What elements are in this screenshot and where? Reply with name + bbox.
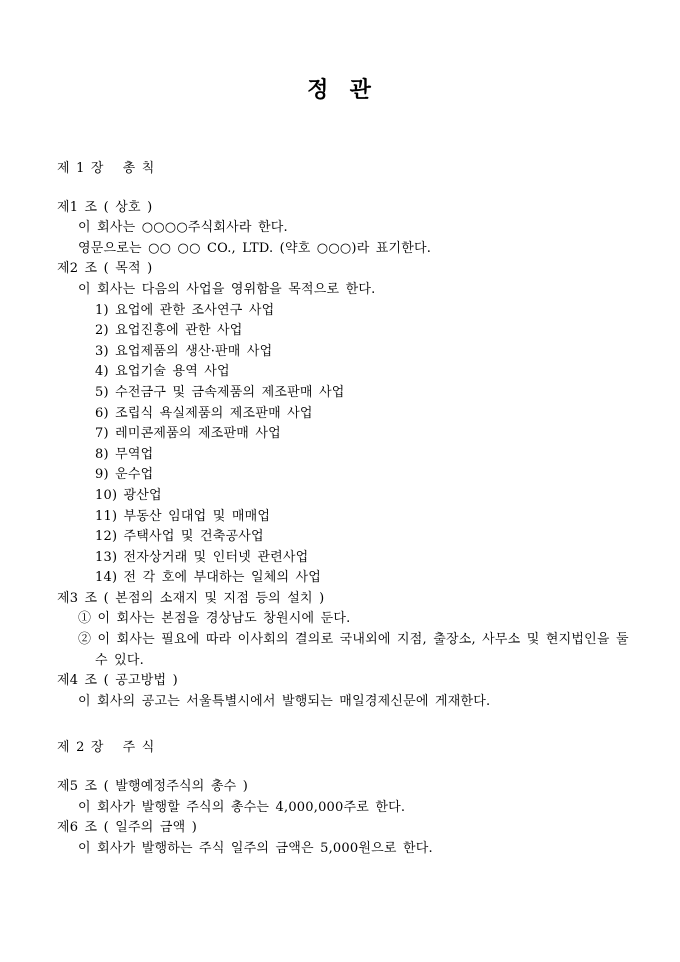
body-line: 8) 무역업 (95, 446, 154, 462)
body-line: 5) 수전금구 및 금속제품의 제조판매 사업 (95, 384, 345, 400)
document-body (57, 159, 649, 859)
article-heading: 제1 조 ( 상호 ) (57, 199, 153, 215)
body-line: 14) 전 각 호에 부대하는 일체의 사업 (95, 570, 322, 586)
body-line: 3) 요업제품의 생산·판매 사업 (95, 343, 273, 359)
article-heading: 제2 조 ( 목적 ) (57, 261, 153, 277)
body-line: 4) 요업기술 용역 사업 (95, 364, 230, 380)
body-line: ② 이 회사는 필요에 따라 이사회의 결의로 국내외에 지점, 출장소, 사무소 및 현지법인을 둘 (78, 632, 629, 648)
chapter-heading: 제 2 장 주 식 (57, 740, 155, 756)
body-line: 13) 전자상거래 및 인터넷 관련사업 (95, 549, 309, 565)
body-line: 영문으로는 ○○ ○○ CO., LTD. (약호 ○○○)라 표기한다. (78, 240, 432, 256)
body-line: 11) 부동산 임대업 및 매매업 (95, 508, 271, 524)
body-line: 12) 주택사업 및 건축공사업 (95, 529, 264, 545)
body-line: 수 있다. (95, 652, 144, 668)
article-heading: 제4 조 ( 공고방법 ) (57, 673, 178, 689)
body-line: 6) 조립식 욕실제품의 제조판매 사업 (95, 405, 313, 421)
chapter-heading: 제 1 장 총 칙 (57, 161, 155, 176)
body-line: 이 회사는 ○○○○주식회사라 한다. (78, 220, 288, 236)
body-line: 9) 운수업 (95, 467, 154, 483)
body-line: ① 이 회사는 본점을 경상남도 창원시에 둔다. (78, 611, 351, 627)
body-line: 7) 레미콘제품의 제조판매 사업 (95, 426, 281, 442)
body-line: 이 회사는 다음의 사업을 영위함을 목적으로 한다. (78, 281, 376, 297)
article-heading: 제3 조 ( 본점의 소재지 및 지점 등의 설치 ) (57, 590, 325, 606)
body-line: 이 회사가 발행하는 주식 일주의 금액은 5,000원으로 한다. (78, 840, 433, 856)
article-heading: 제6 조 ( 일주의 금액 ) (57, 820, 197, 836)
body-line: 2) 요업진흥에 관한 사업 (95, 323, 243, 339)
body-line: 10) 광산업 (95, 487, 162, 503)
document-title: 정 관 (307, 77, 373, 103)
body-line: 1) 요업에 관한 조사연구 사업 (95, 302, 275, 318)
article-heading: 제5 조 ( 발행예정주식의 총수 ) (57, 779, 249, 795)
body-line: 이 회사가 발행할 주식의 총수는 4,000,000주로 한다. (78, 799, 406, 815)
body-line: 이 회사의 공고는 서울특별시에서 발행되는 매일경제신문에 게재한다. (78, 693, 491, 709)
